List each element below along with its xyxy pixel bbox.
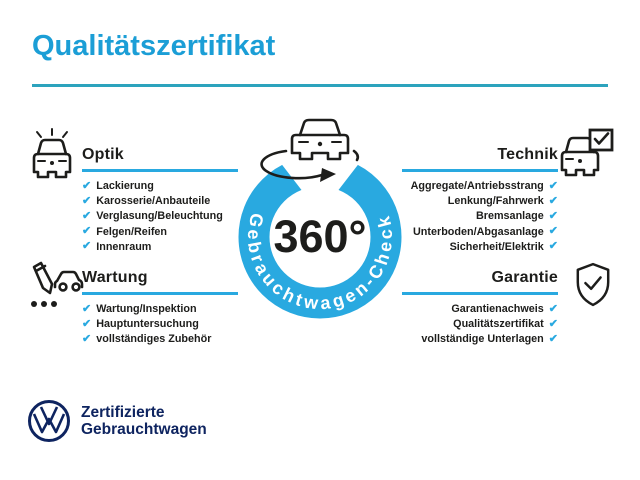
list-item: ✔ vollständige Unterlagen: [421, 332, 558, 346]
check-icon: ✔: [548, 209, 558, 222]
section-wartung: [82, 269, 294, 347]
ring-curved-label: Gebrauchtwagen-Check: [243, 211, 397, 314]
check-icon: ✔: [548, 194, 558, 207]
check-icon: ✔: [82, 179, 92, 192]
check-icon: ✔: [548, 332, 558, 345]
vw-logo: [26, 398, 72, 444]
brand-footer: [26, 398, 207, 444]
section-underline: [82, 292, 238, 295]
list-item: ✔ Innenraum: [82, 240, 152, 253]
list-item: ✔ Wartung/Inspektion: [82, 302, 197, 316]
section-title: Optik: [82, 146, 124, 163]
section-underline: [402, 292, 558, 295]
list-item: ✔ Sicherheit/Elektrik: [449, 240, 558, 253]
check-icon: ✔: [82, 332, 92, 345]
check-icon: ✔: [548, 317, 558, 330]
check-icon: ✔: [548, 240, 558, 253]
section-title: Wartung: [82, 269, 148, 286]
checklist-car-icon: [26, 260, 84, 312]
section-items: [346, 179, 558, 255]
degree-label: 360°: [273, 211, 367, 262]
list-item: ✔ Aggregate/Antriebsstrang: [410, 179, 558, 193]
check-icon: ✔: [82, 302, 92, 315]
check-icon: ✔: [82, 194, 92, 207]
check-icon: ✔: [548, 302, 558, 315]
car-checkbox-icon: [558, 128, 614, 180]
section-title: Technik: [497, 146, 558, 163]
section-items: [346, 302, 558, 348]
page-title: Qualitätszertifikat: [32, 30, 276, 62]
brand-text: [81, 404, 207, 439]
list-item: ✔ Bremsanlage: [475, 209, 558, 223]
list-item: ✔ Qualitätszertifikat: [453, 317, 558, 331]
section-underline: [402, 169, 558, 172]
check-icon: ✔: [82, 209, 92, 222]
check-icon: ✔: [548, 225, 558, 238]
check-icon: ✔: [82, 240, 92, 253]
section-underline: [82, 169, 238, 172]
list-item: ✔ Hauptuntersuchung: [82, 317, 199, 331]
list-item: ✔ vollständiges Zubehör: [82, 332, 212, 346]
section-title: Garantie: [491, 269, 558, 286]
shield-check-icon: [574, 262, 612, 308]
check-icon: ✔: [548, 179, 558, 192]
list-item: ✔ Felgen/Reifen: [82, 225, 168, 238]
list-item: ✔ Karosserie/Anbauteile: [82, 194, 211, 208]
list-item: ✔ Unterboden/Abgasanlage: [413, 225, 558, 238]
section-technik: [346, 146, 558, 254]
list-item: ✔ Garantienachweis: [451, 302, 558, 316]
check-icon: ✔: [82, 225, 92, 238]
list-item: ✔ Lenkung/Fahrwerk: [447, 194, 558, 208]
section-items: [82, 179, 294, 255]
car-shine-icon: [28, 128, 76, 180]
title-divider: [32, 84, 608, 87]
list-item: ✔ Verglasung/Beleuchtung: [82, 209, 223, 223]
list-item: ✔ Lackierung: [82, 179, 154, 193]
brand-line1: Zertifizierte: [81, 403, 165, 421]
check-icon: ✔: [82, 317, 92, 330]
section-items: [82, 302, 294, 348]
brand-line2: Gebrauchtwagen: [81, 421, 207, 438]
section-optik: [82, 146, 294, 254]
section-garantie: [346, 269, 558, 347]
